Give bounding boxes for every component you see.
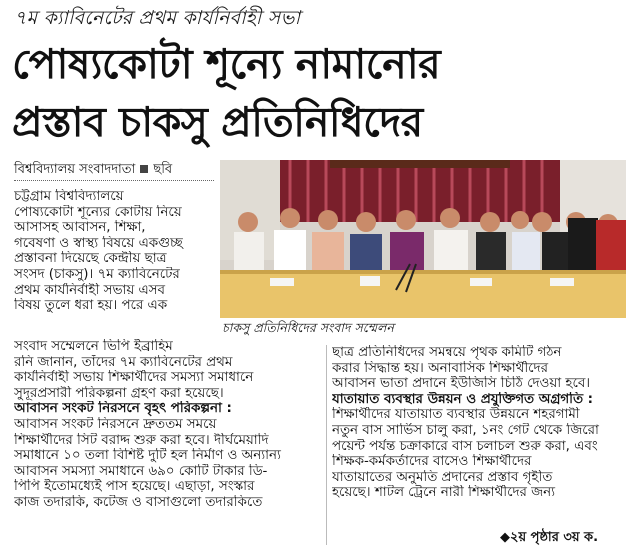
byline [14, 160, 172, 181]
photo-caption: চাকসু প্রতিনিধিদের সংবাদ সম্মেলন [222, 320, 394, 335]
text-line: আবাসন ভাতা প্রদানে ইউজিসি চিঠি দেওয়া হবে। [332, 376, 591, 392]
text-line: সুদূরপ্রসারী পরিকল্পনা গ্রহণ করা হয়েছে। [14, 385, 224, 401]
text-line: গবেষণা ও স্বাস্থ্য বিষয়ে একগুচ্ছ [14, 235, 183, 251]
text-line: কাজ তদারকি, কটেজ ও বাসাগুলো তদারকিতে [14, 494, 263, 510]
byline-rule [14, 180, 214, 181]
text-line: শিক্ষক-কর্মকর্তাদের বাসেও শিক্ষার্থীদের [332, 454, 532, 470]
text-line: সংবাদ সম্মেলনে ভিপি ইব্রাহিম [14, 339, 173, 354]
text-line: সমাধানে ১০ তলা বিশিষ্ট দুটি হল নির্মাণ ও অন্যান্য [14, 448, 281, 464]
text-line: পোষ্যকোটা শূন্যের কোটায় নিয়ে [14, 204, 182, 220]
text-line: পিপি ইতোমধ্যেই পাস হয়েছে। এছাড়া, সংস্কার [14, 479, 255, 495]
intro-continued [14, 339, 322, 511]
text-line: আবাসন সংকট নিরসনে দ্রুততম সময়ে [14, 416, 217, 432]
photo-credit: ছবি [153, 162, 173, 177]
text-line: আবাসন সমস্যা সমাধানে ৬৯০ কোটি টাকার ডি- [14, 463, 268, 479]
kicker: ৭ম ক্যাবিনেটের প্রথম কার্যনির্বাহী সভা [14, 7, 301, 29]
text-line: যাতায়াতের অনুমতি প্রদানের প্রস্তাব গৃহীত [332, 469, 553, 485]
headline-line-2: প্রস্তাব চাকসু প্রতিনিধিদের [12, 98, 423, 146]
text-line: পয়েন্ট পর্যন্ত চক্রাকারে বাস চলাচল শুরু করা, এবং [332, 438, 598, 454]
text-line: আসাসহ আবাসন, শিক্ষা, [14, 220, 146, 236]
square-icon [140, 165, 148, 173]
text-line: শিক্ষার্থীদের যাতায়াত ব্যবস্থার উন্নয়নে শহরগামী [332, 407, 580, 423]
transport-subheading: যাতায়াত ব্যবস্থার উন্নয়ন ও প্রযুক্তিগত অগ্রগতি : [332, 391, 594, 407]
housing-subheading: আবাসন সংকট নিরসনে বৃহৎ পরিকল্পনা : [14, 401, 232, 417]
text-line: শিক্ষার্থীদের সিট বরাদ্দ শুরু করা হবে। দীর্ঘমেয়াদি [14, 432, 269, 448]
headline-line-1: পোষ্যকোটা শূন্যে নামানোর [12, 40, 441, 88]
text-line: প্রথম কার্যনির্বাহী সভায় এসব [14, 282, 165, 298]
photo-illustration [220, 160, 626, 318]
intro-paragraph [14, 189, 217, 314]
text-line: চট্টগ্রাম বিশ্ববিদ্যালয়ে [14, 189, 124, 204]
text-line: বিষয় তুলে ধরা হয়। পরে এক [14, 298, 168, 314]
text-line: ছাত্র প্রতিনিধিদের সমন্বয়ে পৃথক কমিটি গঠন [332, 345, 562, 360]
column-divider [326, 345, 327, 545]
text-line: সংসদ (চাকসু)। ৭ম ক্যাবিনেটের [14, 266, 180, 282]
continued-marker: ◆২য় পৃষ্ঠার ৩য় ক. [500, 530, 599, 545]
text-line: কার্যনির্বাহী সভায় শিক্ষার্থীদের সমস্যা সমাধানে [14, 370, 254, 386]
text-line: করার সিদ্ধান্ত হয়। অনাবাসিক শিক্ষার্থীদের [332, 360, 548, 376]
text-line: রনি জানান, তাঁদের ৭ম ক্যাবিনেটের প্রথম [14, 354, 233, 370]
text-line: নতুন বাস সার্ভিস চালু করা, ১নং গেট থেকে জিরো [332, 422, 599, 438]
byline-source: বিশ্ববিদ্যালয় সংবাদদাতা [14, 162, 136, 177]
text-line: হয়েছে। শাটল ট্রেনে নারী শিক্ষার্থীদের জন্য [332, 485, 555, 501]
right-column [332, 345, 628, 501]
press-conference-photo [220, 160, 626, 318]
text-line: প্রস্তাবনা দিয়েছে কেন্দ্রীয় ছাত্র [14, 251, 167, 267]
